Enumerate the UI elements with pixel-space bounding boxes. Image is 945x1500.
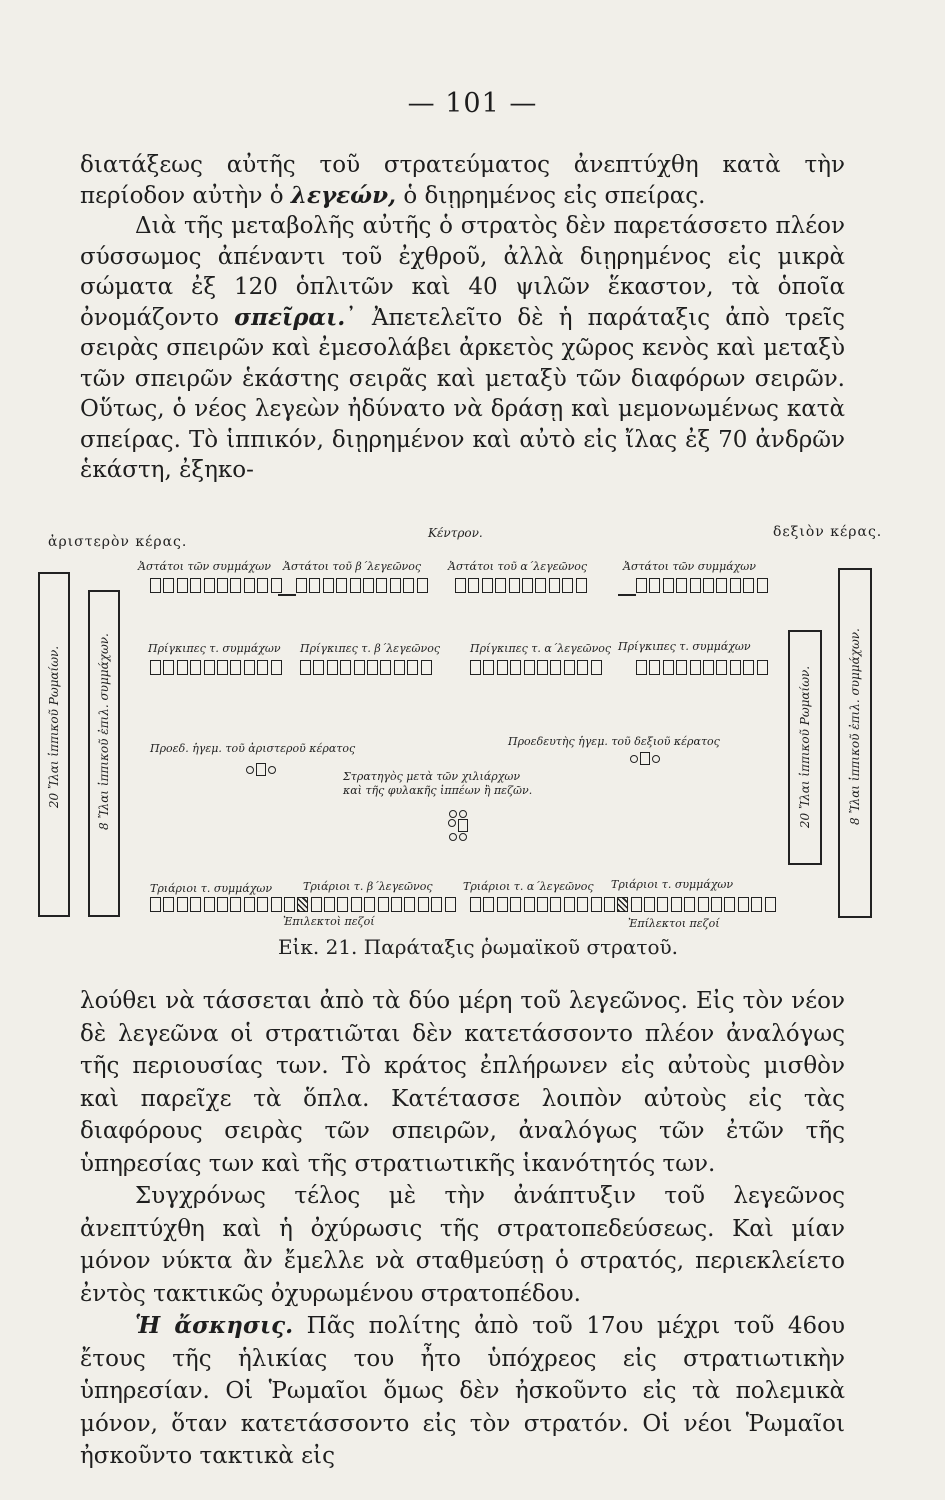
maniple-unit — [311, 897, 322, 912]
maniple-unit — [636, 660, 647, 675]
maniple-unit — [649, 578, 660, 593]
maniple-unit — [716, 660, 727, 675]
maniple-unit — [751, 897, 762, 912]
general-label: καὶ τῆς φυλακῆς ἱππέων ἢ πεζῶν. — [343, 784, 533, 797]
left-prefect-marker — [246, 763, 276, 776]
maniple-unit — [204, 897, 215, 912]
maniple-unit — [190, 897, 201, 912]
maniple-unit — [177, 660, 188, 675]
maniple-unit — [336, 578, 347, 593]
maniple-unit — [257, 897, 268, 912]
maniple-unit — [407, 660, 418, 675]
maniple-unit — [550, 660, 561, 675]
maniple-unit — [244, 660, 255, 675]
maniple-unit — [703, 578, 714, 593]
maniple-unit — [363, 578, 374, 593]
row2-label: Πρίγκιπες τ. α´λεγεῶνος — [470, 642, 612, 655]
maniple-unit — [230, 897, 241, 912]
maniple-unit — [190, 578, 201, 593]
maniple-unit — [644, 897, 655, 912]
maniple-unit — [698, 897, 709, 912]
maniple-unit — [524, 897, 535, 912]
maniple-unit — [690, 660, 701, 675]
maniple-unit — [730, 578, 741, 593]
maniple-unit — [150, 897, 161, 912]
row1-label: Ἀστάτοι τοῦ β´λεγεῶνος — [283, 560, 422, 573]
page-number: — 101 — — [407, 88, 538, 119]
maniple-unit — [562, 578, 573, 593]
maniple-unit — [163, 660, 174, 675]
maniple-unit — [327, 660, 338, 675]
maniple-unit — [757, 660, 768, 675]
maniple-unit — [217, 660, 228, 675]
maniple-unit — [367, 660, 378, 675]
maniple-unit — [337, 897, 348, 912]
maniple-unit — [390, 578, 401, 593]
maniple-unit — [350, 578, 361, 593]
maniple-unit — [663, 660, 674, 675]
maniple-unit — [300, 660, 311, 675]
maniple-unit — [524, 660, 535, 675]
maniple-unit — [394, 660, 405, 675]
top-text — [80, 150, 845, 486]
velites-label: Ἐπιλεκτοὶ πεζοί — [283, 915, 375, 928]
maniple-unit — [204, 660, 215, 675]
maniple-unit — [204, 578, 215, 593]
maniple-unit — [445, 897, 456, 912]
center-label: Κέντρον. — [428, 526, 483, 540]
figure-caption: Εἰκ. 21. Παράταξις ῥωμαϊκοῦ στρατοῦ. — [277, 935, 679, 959]
maniple-unit — [549, 578, 560, 593]
maniple-unit — [150, 578, 161, 593]
maniple-unit — [716, 578, 727, 593]
maniple-unit — [391, 897, 402, 912]
maniple-unit — [323, 578, 334, 593]
maniple-unit — [757, 578, 768, 593]
row1-label: Ἀστάτοι τῶν συμμάχων — [623, 560, 756, 573]
maniple-unit — [724, 897, 735, 912]
row3-label: Τριάριοι τ. β´λεγεῶνος — [303, 880, 433, 893]
maniple-unit — [271, 897, 282, 912]
row3-label: Τριάριοι τ. συμμάχων — [150, 882, 273, 895]
maniple-unit — [711, 897, 722, 912]
maniple-unit — [510, 660, 521, 675]
maniple-unit — [537, 897, 548, 912]
connector-line — [618, 594, 636, 596]
maniple-unit — [483, 897, 494, 912]
maniple-unit — [297, 897, 308, 912]
cavalry-label: 20 Ἴλαι ἱππικοῦ Ρωμαίων. — [798, 665, 812, 829]
row1-label: Ἀστάτοι τῶν συμμάχων — [138, 560, 271, 573]
maniple-unit — [257, 660, 268, 675]
maniple-unit — [468, 578, 479, 593]
maniple-unit — [455, 578, 466, 593]
maniple-unit — [564, 660, 575, 675]
row2-label: Πρίγκιπες τ. β´λεγεῶνος — [300, 642, 440, 655]
maniple-unit — [663, 578, 674, 593]
maniple-unit — [690, 578, 701, 593]
right-wing-label: δεξιὸν κέρας. — [773, 524, 883, 540]
maniple-unit — [376, 578, 387, 593]
maniple-unit — [230, 660, 241, 675]
triarii-row — [150, 897, 458, 912]
maniple-unit — [177, 897, 188, 912]
maniple-unit — [324, 897, 335, 912]
bottom-text — [80, 985, 845, 1473]
maniple-unit — [743, 660, 754, 675]
army-formation-figure — [38, 520, 918, 975]
general-label: Στρατηγὸς μετὰ τῶν χιλιάρχων — [343, 770, 521, 783]
maniple-unit — [577, 660, 588, 675]
maniple-unit — [163, 578, 174, 593]
left-wing-label: ἀριστερὸν κέρας. — [48, 534, 188, 550]
maniple-unit — [351, 897, 362, 912]
maniple-unit — [497, 897, 508, 912]
hastati-row — [455, 578, 589, 593]
principes-row — [470, 660, 604, 675]
maniple-unit — [671, 897, 682, 912]
maniple-unit — [271, 578, 282, 593]
principes-row — [150, 660, 284, 675]
maniple-unit — [284, 897, 295, 912]
maniple-unit — [244, 897, 255, 912]
maniple-unit — [591, 897, 602, 912]
maniple-unit — [190, 660, 201, 675]
row3-label: Τριάριοι τ. α´λεγεῶνος — [463, 880, 594, 893]
maniple-unit — [483, 660, 494, 675]
cavalry-label: 20 Ἴλαι ἱππικοῦ Ρωμαίων. — [47, 645, 61, 809]
maniple-unit — [509, 578, 520, 593]
maniple-unit — [309, 578, 320, 593]
maniple-unit — [765, 897, 776, 912]
hastati-row — [150, 578, 284, 593]
maniple-unit — [591, 660, 602, 675]
maniple-unit — [743, 578, 754, 593]
cavalry-label: 8 Ἴλαι ἱππικοῦ ἐπιλ. συμμάχων. — [97, 633, 111, 830]
maniple-unit — [703, 660, 714, 675]
maniple-unit — [217, 897, 228, 912]
maniple-unit — [364, 897, 375, 912]
principes-row — [300, 660, 434, 675]
maniple-unit — [738, 897, 749, 912]
maniple-unit — [576, 578, 587, 593]
maniple-unit — [244, 578, 255, 593]
maniple-unit — [378, 897, 389, 912]
maniple-unit — [296, 578, 307, 593]
maniple-unit — [684, 897, 695, 912]
maniple-unit — [649, 660, 660, 675]
maniple-unit — [730, 660, 741, 675]
maniple-unit — [431, 897, 442, 912]
maniple-unit — [676, 578, 687, 593]
right-prefect-marker — [630, 752, 660, 765]
maniple-unit — [470, 897, 481, 912]
hastati-row — [636, 578, 770, 593]
maniple-unit — [177, 578, 188, 593]
connector-line — [278, 594, 296, 596]
maniple-unit — [417, 578, 428, 593]
maniple-unit — [604, 897, 615, 912]
maniple-unit — [354, 660, 365, 675]
maniple-unit — [421, 660, 432, 675]
maniple-unit — [631, 897, 642, 912]
row2-label: Πρίγκιπες τ. συμμάχων — [148, 642, 281, 655]
paragraph: Συγχρόνως τέλος μὲ τὴν ἀνάπτυξιν τοῦ λεγεῶνος ἀνεπτύχθη καὶ ἡ ὀχύρωσις τῆς στρατοπεδεύσεως. Καὶ μίαν μόνον νύκτα ἂν ἔμελλε νὰ σταθμεύσῃ ὁ στρατός, περιεκλείετο ἐντὸς τακτικῶς ὀχυρωμένου στρατοπέδου. — [80, 1183, 845, 1307]
maniple-unit — [230, 578, 241, 593]
left-prefect-label: Προεδ. ἡγεμ. τοῦ ἀριστεροῦ κέρατος — [150, 742, 356, 755]
row2-label: Πρίγκιπες τ. συμμάχων — [618, 640, 751, 653]
maniple-unit — [150, 660, 161, 675]
hastati-row — [296, 578, 430, 593]
paragraph: Ἡ ἄσκησις. Πᾶς πολίτης ἀπὸ τοῦ 17ου μέχρι τοῦ 46ου ἔτους τῆς ἡλικίας του ἦτο ὑπόχρεος εἰς στρατιωτικὴν ὑπηρεσίαν. Οἱ Ῥωμαῖοι ὅμως δὲν ἠσκοῦντο εἰς τὰ πολεμικὰ μόνον, ὅταν κατετάσσοντο εἰς τὸν στρατόν. Οἱ νέοι Ῥωμαῖοι ἠσκοῦντο τακτικὰ εἰς — [80, 1312, 845, 1469]
maniple-unit — [495, 578, 506, 593]
maniple-unit — [657, 897, 668, 912]
maniple-unit — [418, 897, 429, 912]
row3-label: Τριάριοι τ. συμμάχων — [611, 878, 734, 891]
velites-label: Ἐπίλεκτοι πεζοί — [628, 917, 720, 930]
maniple-unit — [577, 897, 588, 912]
general-marker — [448, 810, 468, 841]
maniple-unit — [271, 660, 282, 675]
right-prefect-label: Προεδευτὴς ἡγεμ. τοῦ δεξιοῦ κέρατος — [508, 735, 720, 748]
maniple-unit — [510, 897, 521, 912]
cavalry-label: 8 Ἴλαι ἱππικοῦ ἐπιλ. συμμάχων. — [848, 628, 862, 825]
maniple-unit — [217, 578, 228, 593]
maniple-unit — [676, 660, 687, 675]
maniple-unit — [482, 578, 493, 593]
maniple-unit — [470, 660, 481, 675]
maniple-unit — [535, 578, 546, 593]
maniple-unit — [404, 897, 415, 912]
maniple-unit — [564, 897, 575, 912]
maniple-unit — [497, 660, 508, 675]
maniple-unit — [380, 660, 391, 675]
paragraph: διατάξεως αὐτῆς τοῦ στρατεύματος ἀνεπτύχθη κατὰ τὴν περίοδον αὐτὴν ὁ λεγεών, ὁ διῃρημένος εἰς σπείρας. — [80, 152, 845, 209]
maniple-unit — [550, 897, 561, 912]
maniple-unit — [403, 578, 414, 593]
paragraph: Διὰ τῆς μεταβολῆς αὐτῆς ὁ στρατὸς δὲν παρετάσσετο πλέον σύσσωμος ἀπέναντι τοῦ ἐχθροῦ, ἀλλὰ διῃρημένος εἰς μικρὰ σώματα ἐξ 120 ὁπλιτῶν καὶ 40 ψιλῶν ἕκαστον, τὰ ὁποῖα ὀνομάζοντο σπεῖραι.᾿ Ἀπετελεῖτο δὲ ἡ παράταξις ἀπὸ τρεῖς σειρὰς σπειρῶν καὶ ἐμεσολάβει ἀρκετὸς χῶρος κενὸς καὶ μεταξὺ τῶν σπειρῶν ἑκάστης σειρᾶς καὶ μεταξὺ τῶν διαφόρων σειρῶν. Οὕτως, ὁ νέος λεγεὼν ἠδύνατο νὰ δράσῃ καὶ μεμονωμένως κατὰ σπείρας. Τὸ ἱππικόν, διῃρημένον καὶ αὐτὸ εἰς ἴλας ἐξ 70 ἀνδρῶν ἑκάστη, ἐξηκο- — [80, 213, 845, 483]
row1-label: Ἀστάτοι τοῦ α´λεγεῶνος — [448, 560, 588, 573]
triarii-row — [470, 897, 778, 912]
principes-row — [636, 660, 770, 675]
maniple-unit — [340, 660, 351, 675]
maniple-unit — [537, 660, 548, 675]
maniple-unit — [163, 897, 174, 912]
maniple-unit — [313, 660, 324, 675]
maniple-unit — [522, 578, 533, 593]
paragraph: λούθει νὰ τάσσεται ἀπὸ τὰ δύο μέρη τοῦ λεγεῶνος. Εἰς τὸν νέον δὲ λεγεῶνα οἱ στρατιῶται δὲν κατετάσσοντο πλέον ἀναλόγως τῆς περιουσίας των. Τὸ κράτος ἐπλήρωνεν εἰς αὐτοὺς μισθὸν καὶ παρεῖχε τὰ ὅπλα. Κατέτασσε λοιπὸν αὐτοὺς εἰς τὰς διαφόρους σειρὰς τῶν σπειρῶν, ἀναλόγως τῶν ἐτῶν τῆς ὑπηρεσίας των καὶ τῆς στρατιωτικῆς ἱκανότητός των. — [80, 988, 845, 1177]
maniple-unit — [257, 578, 268, 593]
maniple-unit — [617, 897, 628, 912]
maniple-unit — [636, 578, 647, 593]
